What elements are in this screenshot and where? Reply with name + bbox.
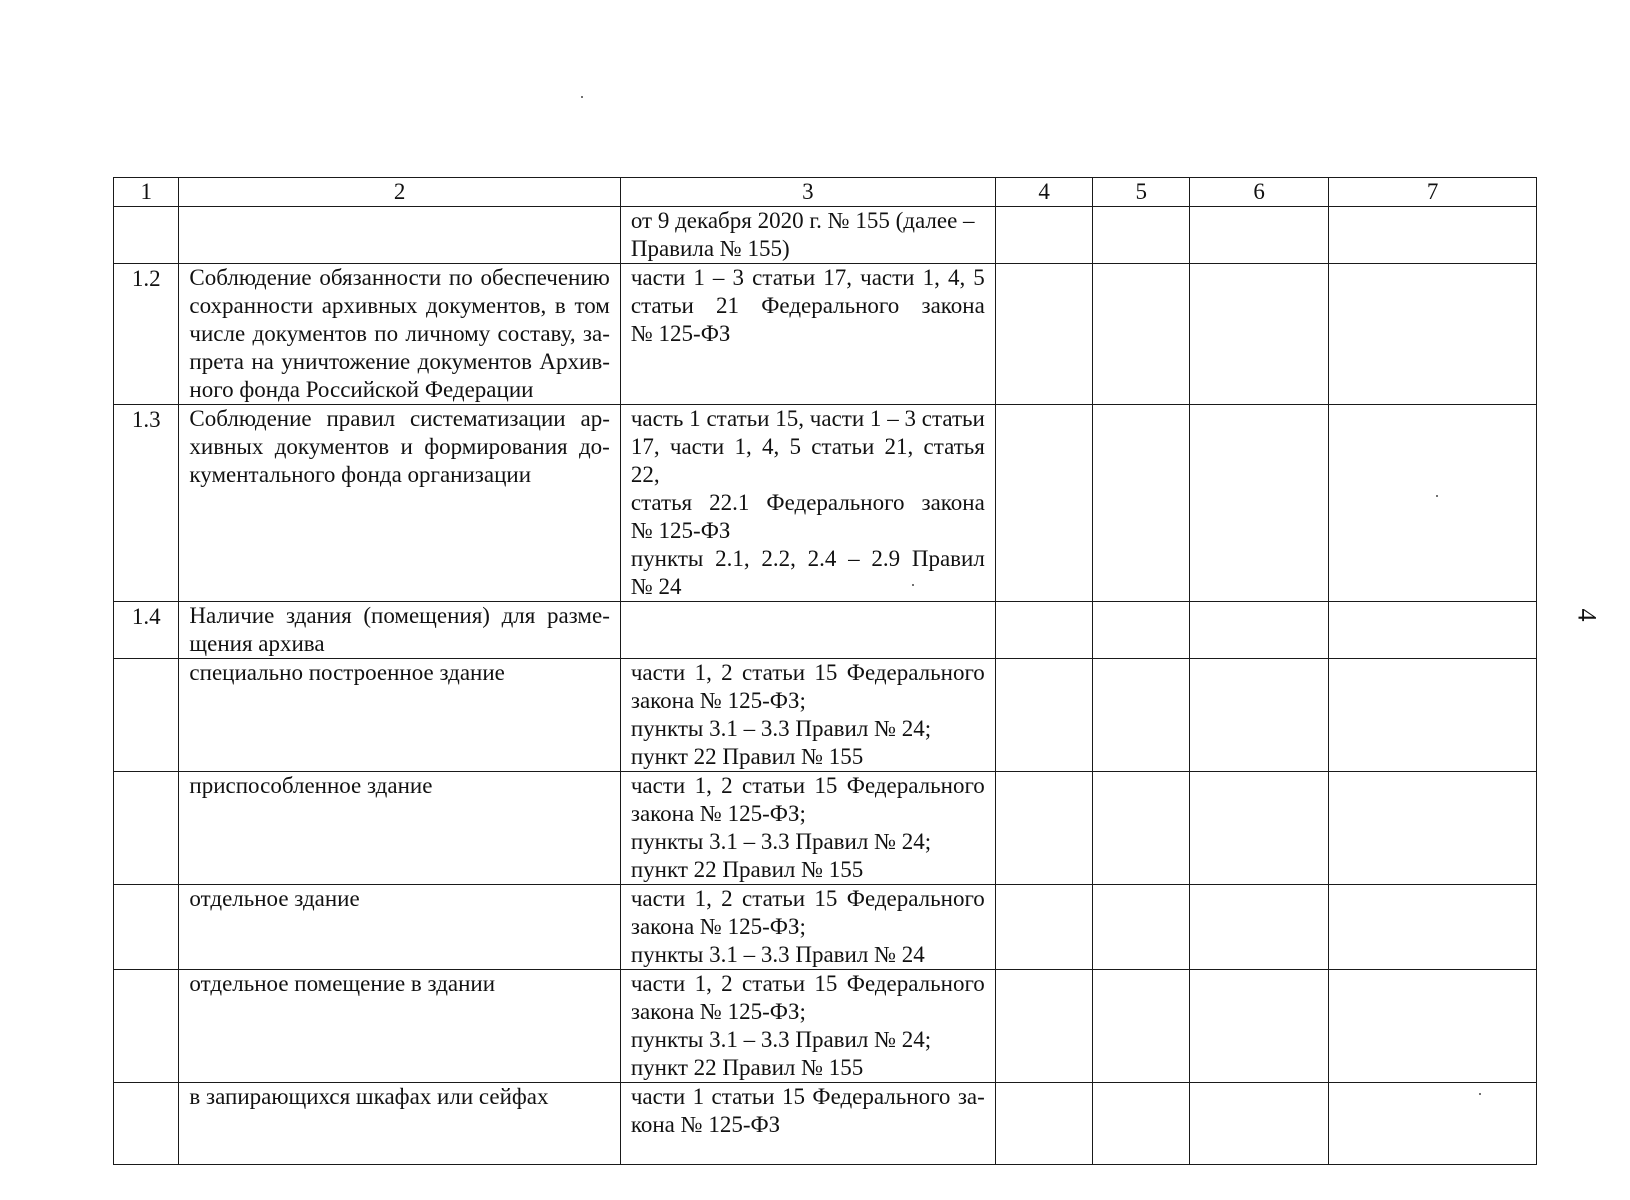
legal-reference-line: части 1, 2 статьи 15 Федерального <box>630 773 985 798</box>
header-cell-5: 5 <box>1093 178 1190 207</box>
legal-reference-cell <box>620 405 995 602</box>
page-number: 4 <box>1572 608 1602 622</box>
requirement-cell <box>179 659 620 772</box>
requirement-text-line: числе документов по личному составу, за- <box>189 321 610 346</box>
empty-cell-col-4 <box>995 405 1093 602</box>
table-row <box>114 772 1537 885</box>
empty-cell-col-4 <box>995 659 1093 772</box>
item-number-cell <box>114 885 179 970</box>
header-cell-4: 4 <box>995 178 1093 207</box>
empty-cell-col-6 <box>1190 602 1329 659</box>
empty-cell-col-7 <box>1329 1083 1537 1165</box>
empty-cell-col-7 <box>1329 970 1537 1083</box>
table-row <box>114 659 1537 772</box>
empty-cell-col-5 <box>1093 405 1190 602</box>
legal-requirements-table <box>113 177 1537 1165</box>
requirement-text-line: хивных документов и формирования до- <box>189 434 610 459</box>
scan-speck <box>912 584 914 586</box>
table-row <box>114 602 1537 659</box>
requirement-cell <box>179 885 620 970</box>
legal-reference-line: части 1, 2 статьи 15 Федерального <box>630 886 985 911</box>
requirement-text-line: Соблюдение обязанности по обеспечению <box>189 265 610 290</box>
legal-reference-line: пункты 3.1 – 3.3 Правил № 24 <box>630 942 925 967</box>
legal-reference-line: части 1, 2 статьи 15 Федерального <box>630 971 985 996</box>
legal-reference-line: пункт 22 Правил № 155 <box>630 857 864 882</box>
legal-reference-line: закона № 125-ФЗ; <box>630 914 806 939</box>
header-cell-7: 7 <box>1329 178 1537 207</box>
legal-reference-line: части 1 – 3 статьи 17, части 1, 4, 5 <box>630 265 985 290</box>
empty-cell-col-5 <box>1093 602 1190 659</box>
requirement-cell <box>179 207 620 264</box>
legal-reference-line: пункт 22 Правил № 155 <box>630 1055 864 1080</box>
requirement-text-line: отдельное здание <box>189 886 360 911</box>
requirement-cell <box>179 970 620 1083</box>
empty-cell-col-4 <box>995 772 1093 885</box>
legal-reference-line: пункты 3.1 – 3.3 Правил № 24; <box>630 1027 932 1052</box>
table-header-row <box>114 178 1537 207</box>
legal-reference-line: пункты 3.1 – 3.3 Правил № 24; <box>630 829 932 854</box>
legal-reference-line: № 125-ФЗ <box>630 321 731 346</box>
empty-cell-col-4 <box>995 970 1093 1083</box>
item-number-cell: 1.2 <box>114 264 179 405</box>
legal-reference-cell <box>620 885 995 970</box>
empty-cell-col-5 <box>1093 659 1190 772</box>
item-number-cell <box>114 207 179 264</box>
legal-reference-line: закона № 125-ФЗ; <box>630 801 806 826</box>
table-row <box>114 970 1537 1083</box>
requirement-text-line: приспособленное здание <box>189 773 433 798</box>
empty-cell-col-6 <box>1190 405 1329 602</box>
item-number-cell: 1.3 <box>114 405 179 602</box>
empty-cell-col-7 <box>1329 772 1537 885</box>
empty-cell-col-4 <box>995 602 1093 659</box>
scan-speck <box>1479 1093 1481 1095</box>
requirement-cell <box>179 264 620 405</box>
empty-cell-col-7 <box>1329 207 1537 264</box>
item-number-cell <box>114 772 179 885</box>
item-number-cell <box>114 970 179 1083</box>
empty-cell-col-7 <box>1329 264 1537 405</box>
empty-cell-col-5 <box>1093 1083 1190 1165</box>
empty-cell-col-4 <box>995 1083 1093 1165</box>
table-row <box>114 885 1537 970</box>
requirement-cell <box>179 405 620 602</box>
legal-reference-line: № 125-ФЗ <box>630 518 731 543</box>
empty-cell-col-6 <box>1190 264 1329 405</box>
legal-reference-cell <box>620 772 995 885</box>
legal-reference-line: части 1, 2 статьи 15 Федерального <box>630 660 985 685</box>
empty-cell-col-6 <box>1190 207 1329 264</box>
header-cell-3: 3 <box>620 178 995 207</box>
empty-cell-col-5 <box>1093 207 1190 264</box>
requirement-text-line: щения архива <box>189 631 325 656</box>
empty-cell-col-4 <box>995 207 1093 264</box>
legal-reference-cell <box>620 602 995 659</box>
table-row <box>114 207 1537 264</box>
legal-reference-line: пункт 22 Правил № 155 <box>630 744 864 769</box>
legal-reference-cell <box>620 970 995 1083</box>
empty-cell-col-5 <box>1093 772 1190 885</box>
item-number-cell <box>114 659 179 772</box>
requirement-cell <box>179 602 620 659</box>
legal-reference-line: статья 22.1 Федерального закона <box>630 490 985 515</box>
empty-cell-col-4 <box>995 264 1093 405</box>
legal-reference-line: части 1 статьи 15 Федерального за- <box>630 1084 985 1109</box>
legal-reference-line: № 24 <box>630 574 682 599</box>
legal-reference-line: закона № 125-ФЗ; <box>630 999 806 1024</box>
empty-cell-col-5 <box>1093 885 1190 970</box>
requirement-text-line: Наличие здания (помещения) для разме- <box>189 603 610 628</box>
header-cell-6: 6 <box>1190 178 1329 207</box>
legal-reference-line: пункты 2.1, 2.2, 2.4 – 2.9 Правил <box>630 546 985 571</box>
legal-reference-cell <box>620 264 995 405</box>
table-row <box>114 1083 1537 1165</box>
requirement-cell <box>179 1083 620 1165</box>
scan-speck <box>1436 495 1438 497</box>
legal-reference-line: часть 1 статьи 15, части 1 – 3 статьи <box>630 406 985 431</box>
requirement-text-line: сохранности архивных документов, в том <box>189 293 610 318</box>
empty-cell-col-7 <box>1329 885 1537 970</box>
empty-cell-col-5 <box>1093 264 1190 405</box>
empty-cell-col-6 <box>1190 885 1329 970</box>
legal-reference-cell <box>620 207 995 264</box>
empty-cell-col-5 <box>1093 970 1190 1083</box>
legal-reference-cell <box>620 659 995 772</box>
empty-cell-col-7 <box>1329 405 1537 602</box>
requirement-text-line: кументального фонда организации <box>189 462 532 487</box>
requirement-text-line: прета на уничтожение документов Архив- <box>189 349 610 374</box>
header-cell-2: 2 <box>179 178 620 207</box>
item-number-cell: 1.4 <box>114 602 179 659</box>
legal-reference-line: от 9 декабря 2020 г. № 155 (далее – <box>630 208 975 233</box>
item-number-cell <box>114 1083 179 1165</box>
requirement-text-line: специально построенное здание <box>189 660 505 685</box>
legal-reference-line: Правила № 155) <box>630 236 790 261</box>
empty-cell-col-6 <box>1190 772 1329 885</box>
requirement-text-line: отдельное помещение в здании <box>189 971 496 996</box>
table-row <box>114 264 1537 405</box>
empty-cell-col-4 <box>995 885 1093 970</box>
requirement-cell <box>179 772 620 885</box>
legal-reference-cell <box>620 1083 995 1165</box>
legal-reference-line: статьи 21 Федерального закона <box>630 293 985 318</box>
legal-reference-line: кона № 125-ФЗ <box>630 1112 781 1137</box>
requirement-text-line: Соблюдение правил систематизации ар- <box>189 406 610 431</box>
requirement-text-line: в запирающихся шкафах или сейфах <box>189 1084 549 1109</box>
empty-cell-col-6 <box>1190 659 1329 772</box>
empty-cell-col-7 <box>1329 602 1537 659</box>
header-cell-1: 1 <box>114 178 179 207</box>
empty-cell-col-6 <box>1190 1083 1329 1165</box>
legal-reference-line: 17, части 1, 4, 5 статьи 21, статья 22, <box>630 434 985 487</box>
empty-cell-col-7 <box>1329 659 1537 772</box>
legal-reference-line: пункты 3.1 – 3.3 Правил № 24; <box>630 716 932 741</box>
legal-reference-line: закона № 125-ФЗ; <box>630 688 806 713</box>
requirement-text-line: ного фонда Российской Федерации <box>189 377 534 402</box>
empty-cell-col-6 <box>1190 970 1329 1083</box>
table-row <box>114 405 1537 602</box>
scan-speck <box>581 96 583 98</box>
